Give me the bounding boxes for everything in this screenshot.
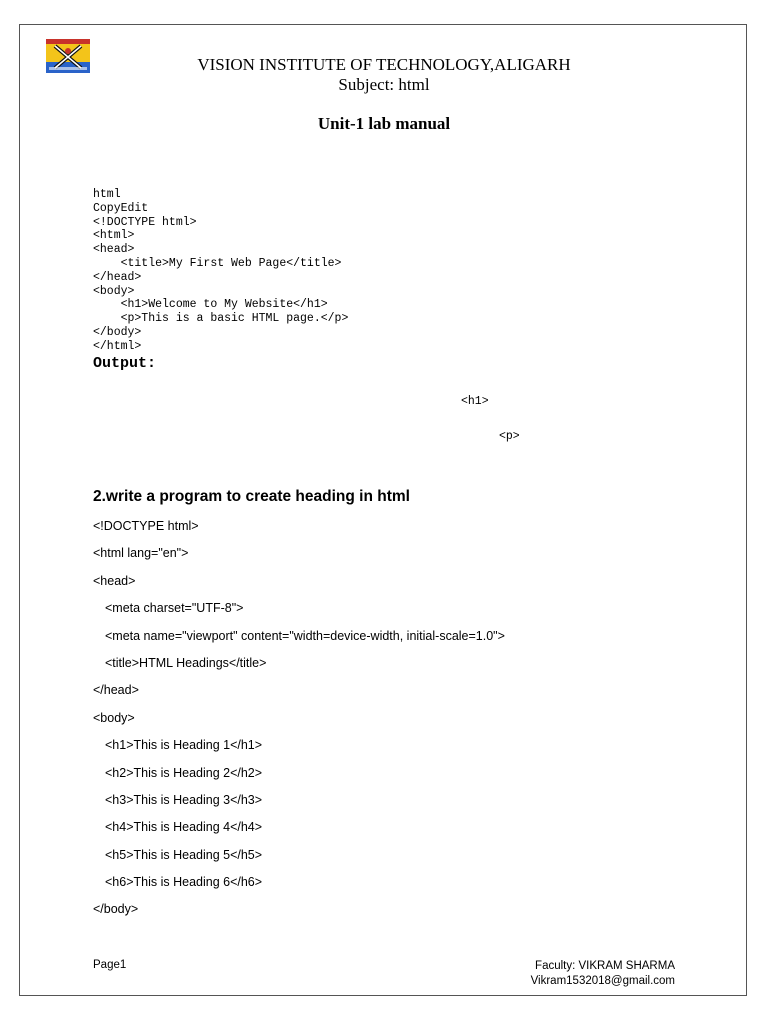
output-p-tag: <p> (499, 430, 520, 443)
footer-faculty-info (531, 959, 675, 989)
unit-title: Unit-1 lab manual (317, 114, 451, 133)
code-line: </head> (93, 683, 139, 698)
program1-code-block (93, 188, 348, 354)
faculty-email: Vikram1532018@gmail.com (530, 975, 675, 987)
program2-title: 2.write a program to create heading in html (93, 488, 410, 505)
code-line: </body> (93, 902, 139, 917)
code-line: <html lang="en"> (93, 546, 189, 561)
code-line: </head> (93, 270, 142, 284)
code-line: <h6>This is Heading 6</h6> (105, 875, 263, 890)
code-line: <h3>This is Heading 3</h3> (105, 792, 263, 807)
code-line: </html> (93, 339, 142, 353)
code-line: <meta charset="UTF-8"> (105, 601, 244, 616)
code-line: CopyEdit (93, 201, 149, 215)
code-line: <!DOCTYPE html> (93, 215, 197, 229)
code-line: <title>My First Web Page</title> (93, 256, 342, 270)
code-line: <html> (93, 229, 135, 243)
code-line: <h5>This is Heading 5</h5> (105, 847, 263, 862)
page-number: Page1 (93, 959, 127, 971)
code-line: <meta name="viewport" content="width=device-width, initial-scale=1.0"> (105, 628, 505, 643)
output-h1-tag: <h1> (461, 395, 489, 408)
code-line: <h2>This is Heading 2</h2> (105, 765, 263, 780)
code-line: <body> (93, 284, 135, 298)
code-line: html (93, 188, 121, 201)
program2-code-block (93, 518, 505, 929)
code-line: <!DOCTYPE html> (93, 519, 199, 533)
subject-line: Subject: html (338, 75, 430, 94)
code-line: <title>HTML Headings</title> (105, 655, 267, 670)
institute-name: VISION INSTITUTE OF TECHNOLOGY,ALIGARH (197, 55, 571, 74)
code-line: <head> (93, 573, 136, 588)
code-line: <h1>Welcome to My Website</h1> (93, 298, 328, 312)
code-line: <p>This is a basic HTML page.</p> (93, 312, 349, 326)
code-line: </body> (93, 325, 142, 339)
faculty-name: Faculty: VIKRAM SHARMA (535, 960, 675, 972)
code-line: <body> (93, 710, 135, 725)
code-line: <h1>This is Heading 1</h1> (105, 738, 263, 753)
code-line: <head> (93, 243, 135, 257)
output-label: Output: (93, 355, 157, 372)
code-line: <h4>This is Heading 4</h4> (105, 820, 263, 835)
